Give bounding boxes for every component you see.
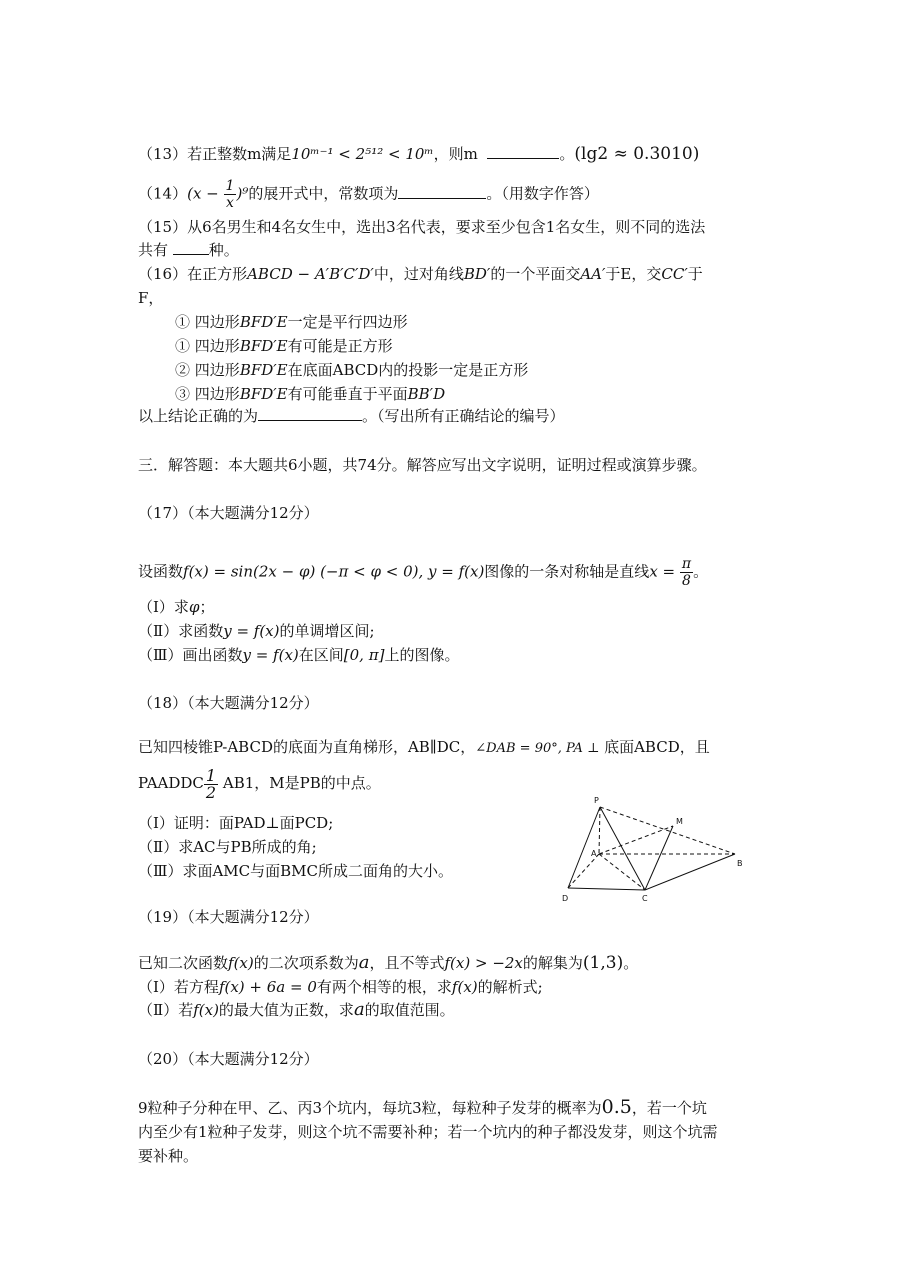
q19-stem-c: ，且不等式 bbox=[369, 954, 445, 972]
q16-diag: BD′ bbox=[463, 265, 491, 283]
q17-stem-c: 。 bbox=[693, 562, 709, 581]
q14-text: 的展开式中，常数项为 bbox=[248, 184, 399, 203]
label-a: A bbox=[591, 849, 597, 858]
q18-frac-den: 2 bbox=[205, 782, 217, 802]
q14-prefix: （14） bbox=[138, 184, 188, 203]
q15-answer-blank bbox=[173, 240, 209, 255]
edge-pd bbox=[568, 807, 600, 888]
q19-stem bbox=[138, 953, 638, 973]
q18-part-3: （Ⅲ）求面AMC与面BMC所成二面角的大小。 bbox=[138, 862, 453, 880]
q16-item-1-pre: 四边形 bbox=[194, 313, 240, 331]
q20-line-1 bbox=[138, 1097, 707, 1118]
q18-stem-m: ∠DAB = 90°, PA ⊥ bbox=[475, 741, 600, 756]
q16-cube: ABCD − A′B′C′D′ bbox=[247, 265, 374, 283]
q16-line-2: F， bbox=[138, 289, 164, 307]
edge-pb bbox=[600, 807, 735, 854]
q16-item-1 bbox=[175, 312, 408, 332]
q18-frac-num: 1 bbox=[205, 765, 217, 785]
q20-line1-b: ，若一个坑 bbox=[631, 1099, 707, 1117]
q19-p1-b: 有两个相等的根，求 bbox=[316, 978, 452, 996]
q16-item-4 bbox=[175, 384, 445, 404]
q16-line1-d: 于E，交 bbox=[605, 265, 662, 283]
q18-header: （18）（本大题满分12分） bbox=[138, 694, 319, 712]
q16-item-4-quad: BFD′E bbox=[239, 385, 288, 403]
q18-part-1: （Ⅰ）证明：面PAD⊥面PCD; bbox=[138, 814, 334, 832]
q16-line1-a: （16）在正方形 bbox=[138, 265, 248, 283]
section-3-heading: 三．解答题：本大题共6小题，共74分。解答应写出文字说明，证明过程或演算步骤。 bbox=[138, 456, 707, 474]
q16-line1-e: 于 bbox=[687, 265, 703, 283]
q19-p1-m: f(x) + 6a = 0 bbox=[218, 978, 317, 996]
edge-am bbox=[599, 826, 673, 854]
q17-p3-m: y = f(x) bbox=[242, 646, 299, 664]
q18-line2-b: AB1，M是PB的中点。 bbox=[222, 774, 381, 792]
q13-mid: ，则m bbox=[433, 145, 478, 163]
q20-line1-a: 9粒种子分种在甲、乙、丙3个坑内，每坑3粒，每粒种子发芽的概率为 bbox=[138, 1099, 602, 1117]
label-c: C bbox=[642, 894, 648, 903]
edge-pc bbox=[600, 807, 645, 890]
q19-p2-b: 的最大值为正数，求 bbox=[218, 1001, 354, 1019]
q14-frac-num: 1 bbox=[225, 178, 235, 194]
q16-item-1-post: 一定是平行四边形 bbox=[287, 313, 408, 331]
q19-part-2 bbox=[138, 1000, 455, 1020]
q17-p1-a: （Ⅰ）求 bbox=[138, 598, 189, 616]
question-14 bbox=[138, 178, 599, 211]
q17-stem-b: 图像的一条对称轴是直线 bbox=[484, 562, 650, 581]
label-p: P bbox=[594, 796, 599, 805]
q20-line-3: 要补种。 bbox=[138, 1147, 199, 1165]
edge-pa bbox=[599, 807, 600, 854]
q16-item-3-pre: 四边形 bbox=[194, 361, 240, 379]
q19-part-1 bbox=[138, 977, 543, 997]
q17-p2-m: y = f(x) bbox=[223, 622, 280, 640]
q19-p1-a: （Ⅰ）若方程 bbox=[138, 978, 219, 996]
q19-stem-b: 的二次项系数为 bbox=[253, 954, 359, 972]
q16-aa: AA′ bbox=[580, 265, 606, 283]
q19-p2-avar: a bbox=[353, 999, 365, 1020]
q16-item-3-post: 在底面ABCD内的投影一定是正方形 bbox=[287, 361, 529, 379]
q16-answer-blank bbox=[258, 406, 362, 421]
q16-item-4-plane: BB′D bbox=[407, 385, 446, 403]
q17-p3-a: （Ⅲ）画出函数 bbox=[138, 646, 243, 664]
q16-item-4-pre: 四边形 bbox=[194, 385, 240, 403]
q20-header: （20）（本大题满分12分） bbox=[138, 1050, 319, 1068]
q16-item-3 bbox=[175, 360, 528, 380]
q14-suffix: 。（用数字作答） bbox=[486, 184, 599, 203]
q16-conclusion-a: 以上结论正确的为 bbox=[138, 407, 259, 425]
q16-conclusion bbox=[138, 406, 565, 426]
q19-p2-c: 的取值范围。 bbox=[364, 1001, 455, 1019]
q18-stem-a: 已知四棱锥P-ABCD的底面为直角梯形，AB∥DC， bbox=[138, 738, 476, 756]
q17-axis-num: π bbox=[681, 556, 692, 572]
q16-item-2-quad: BFD′E bbox=[239, 337, 288, 355]
q17-stem-a: 设函数 bbox=[138, 562, 184, 581]
q17-header: （17）（本大题满分12分） bbox=[138, 504, 319, 522]
q17-part-3 bbox=[138, 645, 459, 665]
pyramid-figure bbox=[555, 790, 755, 910]
q16-item-3-quad: BFD′E bbox=[239, 361, 288, 379]
q17-part-1 bbox=[138, 597, 214, 617]
q13-expr: 10ᵐ⁻¹ < 2⁵¹² < 10ᵐ bbox=[291, 145, 434, 163]
q18-stem bbox=[138, 737, 710, 759]
edge-ac bbox=[599, 854, 645, 890]
q19-p1-f: f(x) bbox=[451, 978, 478, 996]
q19-header: （19）（本大题满分12分） bbox=[138, 908, 319, 926]
label-d: D bbox=[562, 894, 569, 903]
q17-part-2 bbox=[138, 621, 375, 641]
q16-item-2-pre: 四边形 bbox=[194, 337, 240, 355]
q14-answer-blank bbox=[398, 184, 486, 199]
q16-item-4-post: 有可能垂直于平面 bbox=[287, 385, 408, 403]
edge-da bbox=[568, 854, 599, 888]
q16-item-1-quad: BFD′E bbox=[239, 313, 288, 331]
q18-stem-b: 底面ABCD，且 bbox=[604, 738, 710, 756]
q16-item-3-num: ② bbox=[175, 361, 191, 379]
q17-p1-b: ； bbox=[199, 598, 215, 616]
edge-dc bbox=[568, 888, 645, 890]
q19-stem-set: (1,3) bbox=[582, 953, 624, 973]
q17-axis-x: x = bbox=[649, 562, 676, 581]
q17-stem-expr: f(x) = sin(2x − φ) (−π < φ < 0), y = f(x) bbox=[183, 562, 485, 581]
q17-p2-b: 的单调增区间; bbox=[279, 622, 375, 640]
q15-line-2 bbox=[138, 240, 239, 260]
q17-p1-m: φ bbox=[188, 598, 200, 616]
q14-expr-left: (x − bbox=[187, 184, 219, 203]
q19-p2-a: （Ⅱ）若 bbox=[138, 1001, 194, 1019]
q19-stem-d: 的解集为 bbox=[522, 954, 583, 972]
label-m: M bbox=[676, 817, 683, 826]
q17-axis-fraction bbox=[680, 556, 693, 589]
q18-part-2: （Ⅱ）求AC与PB所成的角; bbox=[138, 838, 317, 856]
q20-prob: 0.5 bbox=[601, 1096, 632, 1118]
q16-cc: CC′ bbox=[661, 265, 688, 283]
q13-lg: (lg2 ≈ 0.3010) bbox=[574, 144, 700, 164]
q19-p2-f: f(x) bbox=[193, 1001, 219, 1019]
q16-item-4-num: ③ bbox=[175, 385, 191, 403]
q13-prefix: （13）若正整数m满足 bbox=[138, 145, 292, 163]
q18-fraction bbox=[204, 765, 218, 802]
q18-line2-a: PAADDC bbox=[138, 774, 204, 792]
q19-stem-fx: f(x) bbox=[228, 954, 254, 972]
q19-stem-avar: a bbox=[358, 952, 370, 973]
q14-frac-den: x bbox=[226, 195, 234, 211]
q20-line-2: 内至少有1粒种子发芽，则这个坑不需要补种；若一个坑内的种子都没发芽，则这个坑需 bbox=[138, 1123, 718, 1141]
question-13 bbox=[138, 144, 699, 164]
q16-line1-b: 中，过对角线 bbox=[373, 265, 464, 283]
q15-line2-a: 共有 bbox=[138, 241, 169, 259]
q15-line-1: （15）从6名男生和4名女生中，选出3名代表，要求至少包含1名女生，则不同的选法 bbox=[138, 218, 706, 236]
q17-p3-c: 上的图像。 bbox=[384, 646, 460, 664]
q19-stem-ineq: f(x) > −2x bbox=[444, 954, 523, 972]
q17-axis-den: 8 bbox=[682, 573, 691, 589]
q16-item-2-num: ① bbox=[175, 337, 191, 355]
q14-expr-right: )⁹ bbox=[236, 184, 249, 203]
q17-p3-i: [0, π] bbox=[343, 646, 385, 664]
q18-line-2 bbox=[138, 766, 381, 801]
q16-item-2-post: 有可能是正方形 bbox=[287, 337, 393, 355]
q17-p3-b: 在区间 bbox=[298, 646, 344, 664]
q16-conclusion-b: 。（写出所有正确结论的编号） bbox=[362, 407, 565, 425]
q13-answer-blank bbox=[487, 144, 559, 159]
q16-line1-c: 的一个平面交 bbox=[490, 265, 581, 283]
q19-stem-e: 。 bbox=[623, 954, 639, 972]
q16-item-1-num: ① bbox=[175, 313, 191, 331]
q16-line-1 bbox=[138, 264, 703, 284]
label-b: B bbox=[737, 859, 743, 868]
q17-p2-a: （Ⅱ）求函数 bbox=[138, 622, 224, 640]
q19-stem-a: 已知二次函数 bbox=[138, 954, 229, 972]
q14-fraction bbox=[224, 178, 237, 211]
q19-p1-c: 的解析式; bbox=[477, 978, 543, 996]
q13-suffix: 。 bbox=[559, 145, 575, 163]
q17-stem bbox=[138, 556, 708, 589]
q16-item-2 bbox=[175, 336, 393, 356]
q15-line2-b: 种。 bbox=[208, 241, 239, 259]
